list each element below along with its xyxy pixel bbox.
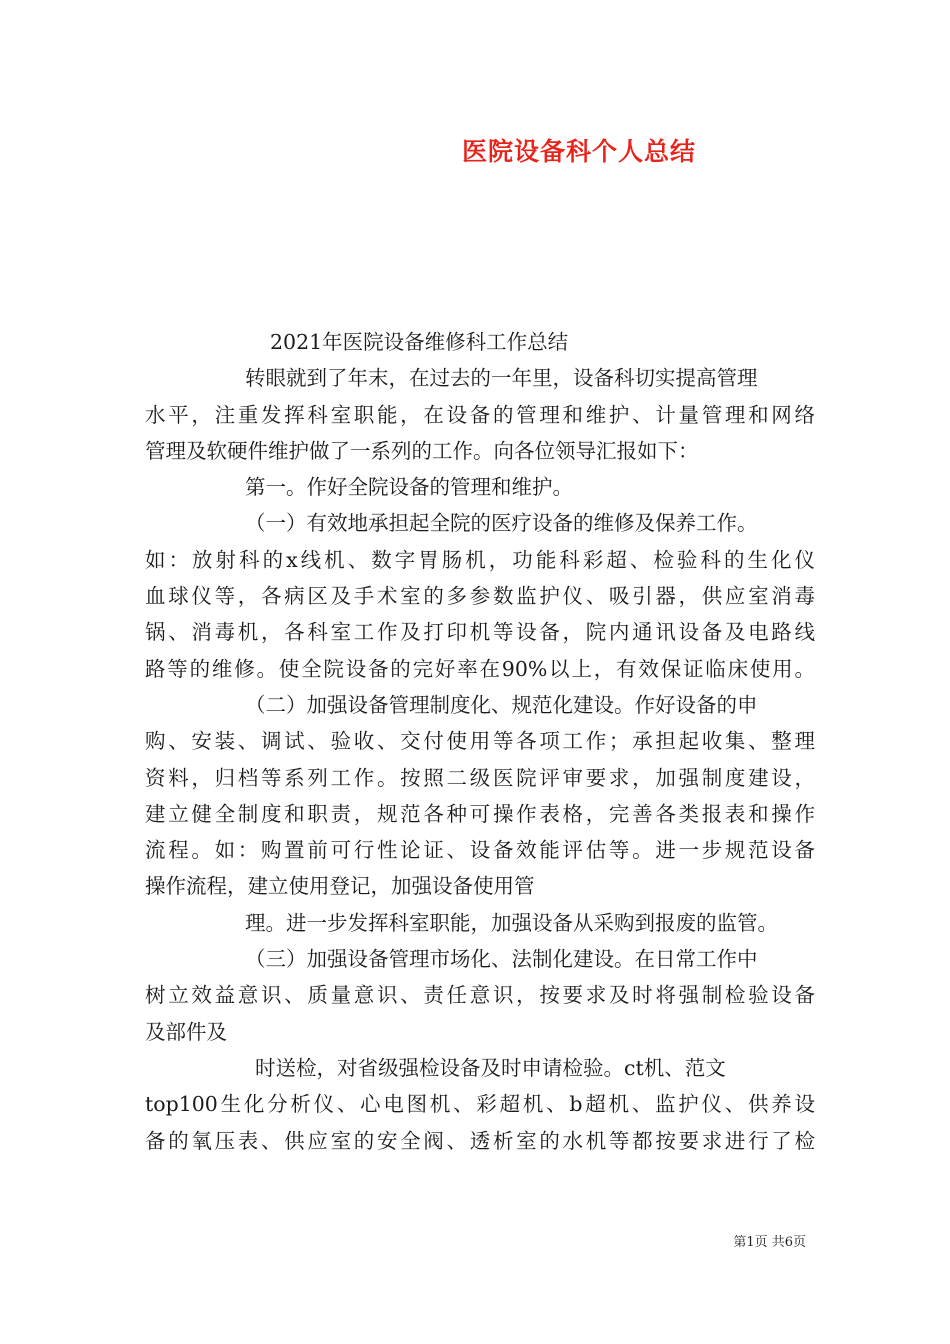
paragraph-line: 资料，归档等系列工作。按照二级医院评审要求，加强制度建设， xyxy=(145,765,815,790)
paragraph-line: 血球仪等，各病区及手术室的多参数监护仪、吸引器，供应室消毒 xyxy=(145,584,815,609)
paragraph-line: 流程。如：购置前可行性论证、设备效能评估等。进一步规范设备 xyxy=(145,838,815,863)
paragraph-line: 转眼就到了年末，在过去的一年里，设备科切实提高管理 xyxy=(245,366,758,391)
section-heading: 第一。作好全院设备的管理和维护。 xyxy=(245,475,573,500)
paragraph-line: 建立健全制度和职责，规范各种可操作表格，完善各类报表和操作 xyxy=(145,801,815,826)
subsection-heading: （三）加强设备管理市场化、法制化建设。在日常工作中 xyxy=(245,947,758,972)
document-body xyxy=(145,324,815,1159)
paragraph-line: 水平，注重发挥科室职能，在设备的管理和维护、计量管理和网络 xyxy=(145,402,815,427)
document-subtitle: 2021年医院设备维修科工作总结 xyxy=(270,330,569,354)
paragraph-line: 如：放射科的x线机、数字胃肠机，功能科彩超、检验科的生化仪 xyxy=(145,547,815,572)
subsection-heading: （二）加强设备管理制度化、规范化建设。作好设备的申 xyxy=(245,692,758,717)
paragraph-line: 时送检，对省级强检设备及时申请检验。ct机、范文 xyxy=(255,1055,726,1080)
paragraph-line: 锅、消毒机，各科室工作及打印机等设备，院内通讯设备及电路线 xyxy=(145,620,815,645)
paragraph-line: 理。进一步发挥科室职能，加强设备从采购到报废的监管。 xyxy=(245,910,778,935)
subsection-heading: （一）有效地承担起全院的医疗设备的维修及保养工作。 xyxy=(245,511,758,536)
paragraph-line: 管理及软硬件维护做了一系列的工作。向各位领导汇报如下： xyxy=(145,438,699,463)
paragraph-line: 操作流程，建立使用登记，加强设备使用管 xyxy=(145,874,535,899)
document-title: 医院设备科个人总结 xyxy=(461,137,696,166)
paragraph-line: 树立效益意识、质量意识、责任意识，按要求及时将强制检验设备 xyxy=(145,983,815,1008)
paragraph-line: 及部件及 xyxy=(145,1019,227,1044)
page-number: 第1页 共6页 xyxy=(733,1235,806,1250)
paragraph-line: 路等的维修。使全院设备的完好率在90%以上，有效保证临床使用。 xyxy=(145,656,815,681)
paragraph-line: 备的氧压表、供应室的安全阀、透析室的水机等都按要求进行了检 xyxy=(145,1128,815,1153)
paragraph-line: top100生化分析仪、心电图机、彩超机、b超机、监护仪、供养设 xyxy=(145,1092,815,1117)
paragraph-line: 购、安装、调试、验收、交付使用等各项工作；承担起收集、整理 xyxy=(145,729,815,754)
